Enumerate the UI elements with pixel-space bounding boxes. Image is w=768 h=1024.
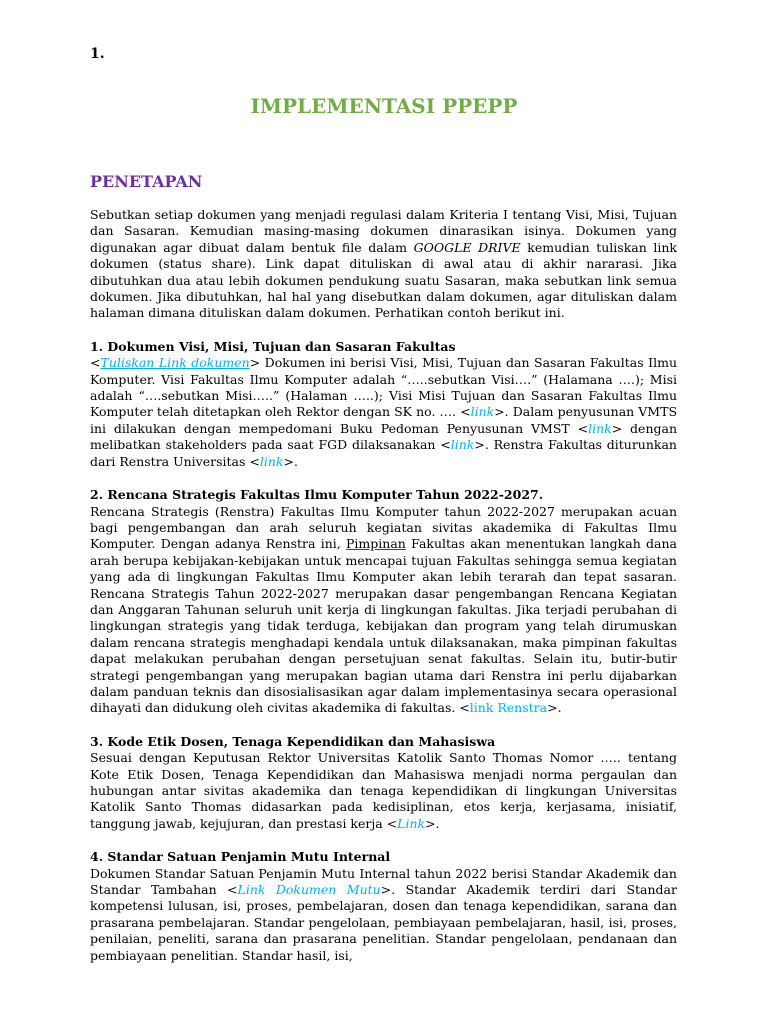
subsection-1-text-4: >. Renstra Fakultas diturunkan dari Renstra Universitas <	[90, 437, 677, 469]
subsection-4-text-1: Dokumen Standar Satuan Penjamin Mutu Internal tahun 2022 berisi Standar Akademik dan Standar Tambahan <	[90, 865, 677, 898]
subsection-1-text-1: Dokumen ini berisi Visi, Misi, Tujuan dan Sasaran Fakultas Ilmu Komputer. Visi Fakultas Ilmu Komputer adalah “…..sebutkan Visi….” (Halamana ….); Misi adalah “….sebutkan Misi…..” (Halaman …..); Visi Misi Tujuan dan Sasaran Fakultas Ilmu Komputer telah ditetapkan oleh Rektor dengan SK no. …. <	[90, 355, 677, 420]
subsection-1-paragraph	[90, 355, 677, 470]
subsection-1	[90, 339, 677, 470]
section-heading: PENETAPAN	[90, 172, 203, 191]
subsection-4	[90, 849, 677, 964]
dokumen-mutu-link[interactable]: Link Dokumen Mutu	[237, 882, 381, 898]
section-number: 1.	[90, 46, 105, 62]
renstra-link[interactable]: link Renstra	[469, 700, 548, 716]
subsection-4-heading: 4. Standar Satuan Penjamin Mutu Internal	[90, 849, 391, 865]
fgd-link[interactable]: link	[450, 437, 475, 453]
bracket-close: >	[249, 355, 261, 371]
subsection-2	[90, 487, 677, 717]
pimpinan-word: Pimpinan	[346, 536, 406, 552]
subsection-1-text-2: >. Dalam penyusunan VMTS ini dilakukan dengan mempedomani Buku Pedoman Penyusunan VMST <	[90, 404, 678, 436]
page-title: IMPLEMENTASI PPEPP	[250, 94, 518, 118]
subsection-1-text-3: > dengan melibatkan stakeholders pada saat FGD dilaksanakan <	[90, 420, 677, 453]
document-link[interactable]: Tuliskan Link dokumen	[100, 355, 250, 371]
subsection-3-text-2: >.	[425, 815, 440, 831]
subsection-4-paragraph	[90, 866, 677, 964]
intro-emphasis: GOOGLE DRIVE	[413, 239, 521, 255]
subsection-1-heading: 1. Dokumen Visi, Misi, Tujuan dan Sasaran Fakultas	[90, 338, 456, 354]
subsection-2-text-1: Rencana Strategis (Renstra) Fakultas Ilmu Komputer tahun 2022-2027 merupakan acuan bagi pengembangan dan arah seluruh kegiatan sivitas akademika di Fakultas Ilmu Komputer. Dengan adanya Renstra ini,	[90, 503, 677, 552]
subsection-2-text-3: >.	[547, 700, 562, 716]
subsection-3-text-1: Sesuai dengan Keputusan Rektor Universitas Katolik Santo Thomas Nomor ….. tentang Kote Etik Dosen, Tenaga Kependidikan dan Mahasiswa menjadi norma pergaulan dan hubungan antar sivitas akademika dan tenaga kependidikan di lingkungan Universitas Katolik Santo Thomas didasarkan pada kedisiplinan, etos kerja, kerjasama, inisiatif, tanggung jawab, kejujuran, dan prestasi kerja <	[90, 750, 677, 831]
pedoman-link[interactable]: link	[588, 420, 612, 436]
subsection-4-text-2: >. Standar Akademik terdiri dari Standar kompetensi lulusan, isi, proses, pembelajaran, dosen dan tenaga kependidikan, sarana dan prasarana pembelajaran. Standar pengelolaan, pembiayaan pembelajaran, hasil, isi, proses, penilaian, peneliti, sarana dan prasarana penelitian. Standar pengelolaan, pendanaan dan pembiayaan penelitian. Standar hasil, isi,	[90, 882, 677, 963]
bracket-open: <	[90, 355, 101, 371]
subsection-2-paragraph	[90, 504, 677, 717]
subsection-1-text-5: >.	[283, 453, 298, 469]
intro-paragraph	[90, 207, 677, 322]
intro-text-a: Sebutkan setiap dokumen yang menjadi regulasi dalam Kriteria I tentang Visi, Misi, Tujuan dan Sasaran. Kemudian masing-masing dokumen dinarasikan isinya. Dokumen yang digunakan agar dibuat dalam bentuk file dalam	[90, 207, 677, 255]
sk-link[interactable]: link	[470, 404, 495, 420]
subsection-2-heading: 2. Rencana Strategis Fakultas Ilmu Komputer Tahun 2022-2027.	[90, 487, 544, 503]
kode-etik-link[interactable]: Link	[397, 815, 426, 831]
intro-text-b: kemudian tuliskan link dokumen (status share). Link dapat dituliskan di awal atau di akhir nararasi. Jika dibutuhkan dua atau lebih dokumen pendukung suatu Sasaran, maka sebutkan link semua dokumen. Jika dibutuhkan, hal hal yang disebutkan dalam dokumen, agar dituliskan dalam halaman dimana dituliskan dalam dokumen. Perhatikan contoh berikut ini.	[90, 239, 678, 321]
document-body	[90, 207, 677, 964]
subsection-2-text-2: Fakultas akan menentukan langkah dana arah berupa kebijakan-kebijakan untuk mencapai tujuan Fakultas sehingga semua kegiatan yang ada di lingkungan Fakultas Ilmu Komputer akan lebih terarah dan tepat sasaran. Rencana Strategis Tahun 2022-2027 merupakan dasar pengembangan Rencana Kegiatan dan Anggaran Tahunan seluruh unit kerja di lingkungan fakultas. Jika terjadi perubahan di lingkungan strategis yang tidak terduga, kebijakan dan program yang telah dirumuskan dalam rencana strategis menghadapi kendala untuk dilaksanakan, maka pimpinan fakultas dapat melakukan perubahan dengan persetujuan senat fakultas. Selain itu, butir-butir strategi pengembangan yang merupakan bagian utama dari Renstra ini perlu dijabarkan dalam panduan teknis dan disosialisasikan agar dalam implementasinya secara operasional dihayati dan didukung oleh civitas akademika di fakultas. <	[90, 536, 677, 716]
subsection-3	[90, 734, 677, 832]
subsection-3-heading: 3. Kode Etik Dosen, Tenaga Kependidikan dan Mahasiswa	[90, 733, 496, 749]
subsection-3-paragraph	[90, 750, 677, 832]
renstra-universitas-link[interactable]: link	[259, 453, 284, 469]
